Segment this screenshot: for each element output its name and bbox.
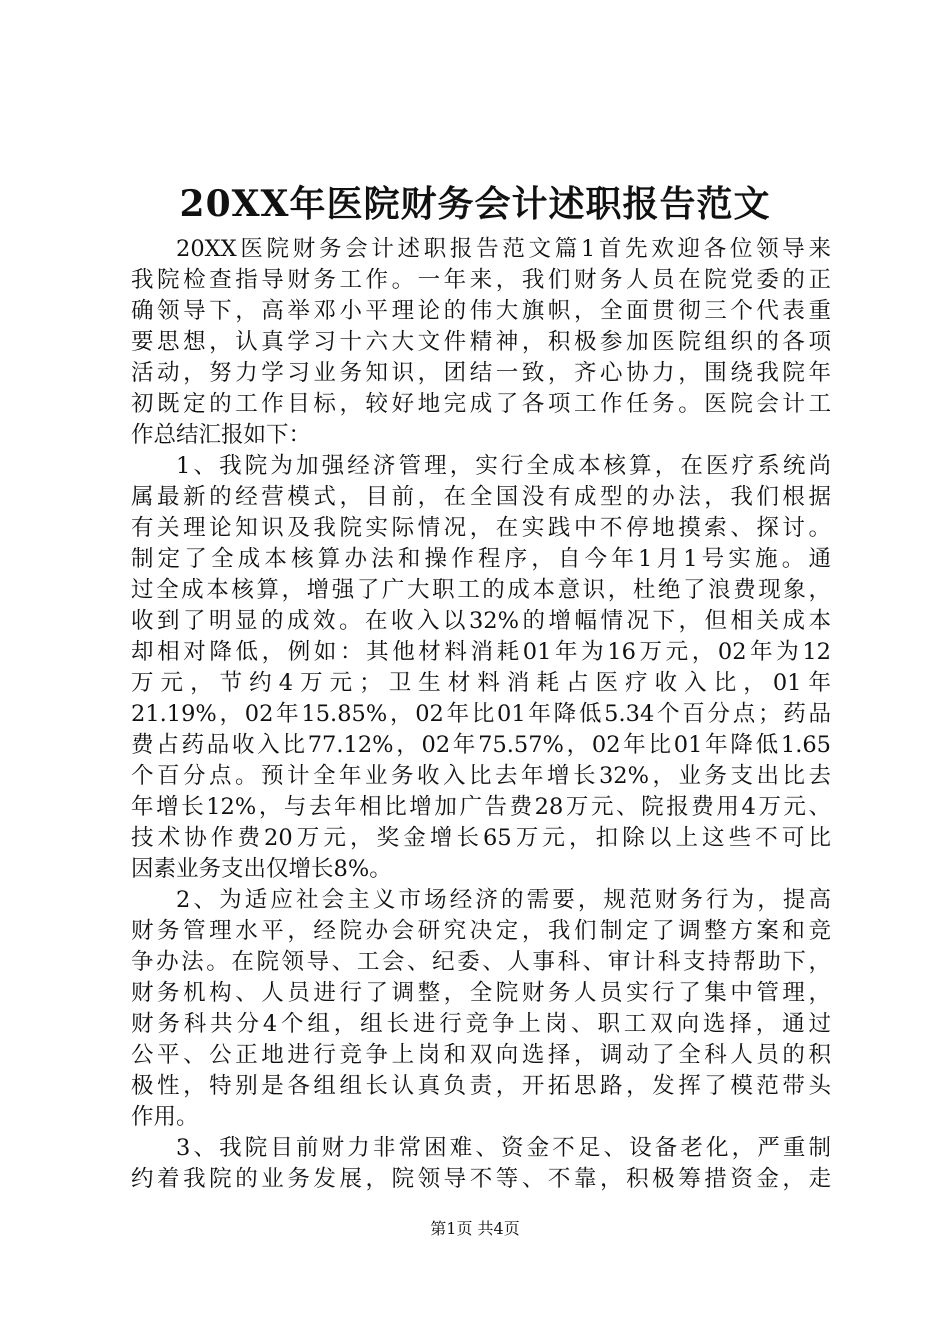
page-indicator: 第1页 共4页 bbox=[430, 1219, 520, 1238]
text-line: 2、为适应社会主义市场经济的需要，规范财务行为，提高 bbox=[176, 887, 831, 913]
text-line: 却相对降低，例如：其他材料消耗01年为16万元，02年为12 bbox=[131, 639, 831, 665]
text-line: 极性，特别是各组组长认真负责，开拓思路，发挥了模范带头 bbox=[131, 1073, 831, 1099]
document-title: 20XX年医院财务会计述职报告范文 bbox=[179, 183, 771, 225]
text-line: 个百分点。预计全年业务收入比去年增长32%，业务支出比去 bbox=[131, 763, 831, 789]
text-line: 我院检查指导财务工作。一年来，我们财务人员在院党委的正 bbox=[131, 267, 831, 293]
text-line: 作总结汇报如下： bbox=[131, 422, 312, 448]
text-line: 万元，节约4万元；卫生材料消耗占医疗收入比，01年 bbox=[131, 670, 831, 696]
text-line: 约着我院的业务发展，院领导不等、不靠，积极筹措资金，走 bbox=[131, 1166, 831, 1192]
text-line: 财务科共分4个组，组长进行竞争上岗、职工双向选择，通过 bbox=[131, 1011, 831, 1037]
text-line: 财务机构、人员进行了调整，全院财务人员实行了集中管理， bbox=[131, 980, 831, 1006]
paragraph-4 bbox=[131, 1133, 831, 1195]
document-body bbox=[131, 234, 831, 1195]
text-line: 收到了明显的成效。在收入以32%的增幅情况下，但相关成本 bbox=[131, 608, 831, 634]
text-line: 3、我院目前财力非常困难、资金不足、设备老化，严重制 bbox=[176, 1135, 831, 1161]
paragraph-3 bbox=[131, 885, 831, 1133]
text-line: 要思想，认真学习十六大文件精神，积极参加医院组织的各项 bbox=[131, 329, 831, 355]
text-line: 初既定的工作目标，较好地完成了各项工作任务。医院会计工 bbox=[131, 391, 831, 417]
text-line: 争办法。在院领导、工会、纪委、人事科、审计科支持帮助下， bbox=[131, 949, 831, 975]
text-line: 年增长12%，与去年相比增加广告费28万元、院报费用4万元、 bbox=[131, 794, 831, 820]
paragraph-1 bbox=[131, 234, 831, 451]
text-line: 21.19%，02年15.85%，02年比01年降低5.34个百分点；药品 bbox=[131, 701, 831, 727]
text-line: 属最新的经营模式，目前，在全国没有成型的办法，我们根据 bbox=[131, 484, 831, 510]
text-line: 活动，努力学习业务知识，团结一致，齐心协力，围绕我院年 bbox=[131, 360, 831, 386]
text-line: 过全成本核算，增强了广大职工的成本意识，杜绝了浪费现象， bbox=[131, 577, 831, 603]
text-line: 20XX医院财务会计述职报告范文篇1首先欢迎各位领导来 bbox=[176, 236, 831, 262]
text-line: 有关理论知识及我院实际情况，在实践中不停地摸索、探讨。 bbox=[131, 515, 831, 541]
text-line: 1、我院为加强经济管理，实行全成本核算，在医疗系统尚 bbox=[176, 453, 831, 479]
text-line: 技术协作费20万元，奖金增长65万元，扣除以上这些不可比 bbox=[131, 825, 831, 851]
text-line: 财务管理水平，经院办会研究决定，我们制定了调整方案和竞 bbox=[131, 918, 831, 944]
paragraph-2 bbox=[131, 451, 831, 885]
text-line: 制定了全成本核算办法和操作程序，自今年1月1号实施。通 bbox=[131, 546, 831, 572]
text-line: 公平、公正地进行竞争上岗和双向选择，调动了全科人员的积 bbox=[131, 1042, 831, 1068]
text-line: 确领导下，高举邓小平理论的伟大旗帜，全面贯彻三个代表重 bbox=[131, 298, 831, 324]
text-line: 费占药品收入比77.12%，02年75.57%，02年比01年降低1.65 bbox=[131, 732, 831, 758]
text-line: 作用。 bbox=[131, 1104, 199, 1130]
text-line: 因素业务支出仅增长8%。 bbox=[131, 856, 392, 882]
